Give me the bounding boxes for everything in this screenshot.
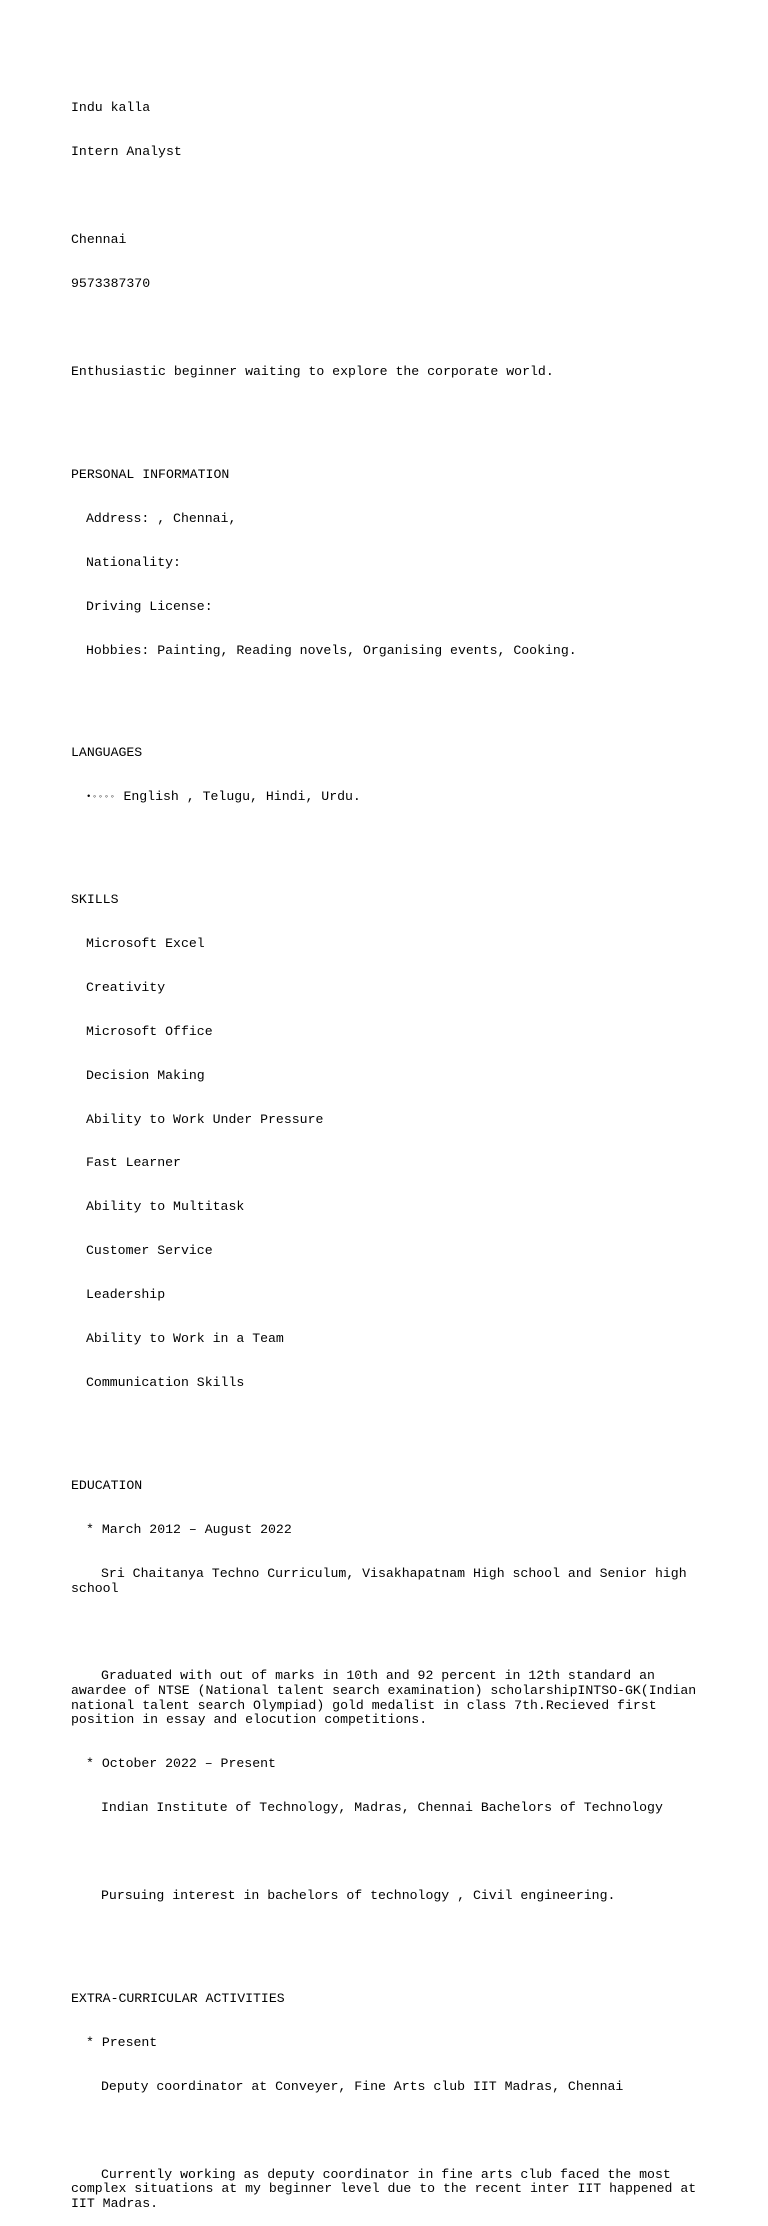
activity-description: Currently working as deputy coordinator in fine arts club faced the most complex situations at my beginner level due to the recent inter IIT happened at IIT Madras.	[71, 2166, 705, 2211]
spacer	[71, 1933, 711, 1948]
activity-role: Deputy coordinator at Conveyer, Fine Arts club IIT Madras, Chennai	[101, 2078, 624, 2094]
education-description: Pursuing interest in bachelors of technology , Civil engineering.	[101, 1888, 616, 1904]
skill-item: Microsoft Excel	[86, 935, 205, 951]
candidate-phone: 9573387370	[71, 276, 151, 292]
rating-dots-icon: •◦◦◦◦	[86, 792, 116, 803]
personal-driving-license: Driving License:	[86, 598, 213, 614]
summary-text: Enthusiastic beginner waiting to explore the corporate world.	[71, 364, 554, 380]
spacer	[71, 834, 711, 849]
resume-document	[71, 72, 711, 2226]
skills-heading: SKILLS	[71, 891, 119, 907]
spacer	[71, 688, 711, 703]
spacer	[71, 321, 711, 336]
candidate-city: Chennai	[71, 232, 127, 248]
education-institution: Sri Chaitanya Techno Curriculum, Visakhapatnam High school and Senior high school	[71, 1565, 695, 1596]
skill-item: Creativity	[86, 979, 166, 995]
spacer	[71, 409, 711, 424]
skill-item: Ability to Work Under Pressure	[86, 1111, 324, 1127]
skill-item: Fast Learner	[86, 1155, 181, 1171]
skill-item: Communication Skills	[86, 1375, 245, 1391]
skill-item: Microsoft Office	[86, 1023, 213, 1039]
spacer	[71, 1625, 711, 1640]
education-dates: * March 2012 – August 2022	[86, 1521, 292, 1537]
spacer	[71, 1420, 711, 1435]
skill-item: Ability to Work in a Team	[86, 1331, 284, 1347]
skill-item: Ability to Multitask	[86, 1199, 245, 1215]
candidate-title: Intern Analyst	[71, 144, 182, 160]
skill-item: Customer Service	[86, 1243, 213, 1259]
education-heading: EDUCATION	[71, 1477, 143, 1493]
languages-row	[71, 790, 711, 805]
languages-heading: LANGUAGES	[71, 745, 143, 761]
education-dates: * October 2022 – Present	[86, 1756, 276, 1772]
personal-address: Address: , Chennai,	[86, 510, 237, 526]
personal-heading: PERSONAL INFORMATION	[71, 466, 230, 482]
activities-heading: EXTRA-CURRICULAR ACTIVITIES	[71, 1990, 285, 2006]
education-description: Graduated with out of marks in 10th and 92 percent in 12th standard an awardee of NTSE (National talent search examination) scholarshipINTSO-GK(Indian national talent search Olympiad) gold medalist in class 7th.Recieved first position in essay and elocution competitions.	[71, 1668, 705, 1728]
skill-item: Leadership	[86, 1287, 166, 1303]
personal-nationality: Nationality:	[86, 554, 181, 570]
skill-item: Decision Making	[86, 1067, 205, 1083]
spacer	[71, 189, 711, 204]
personal-hobbies: Hobbies: Painting, Reading novels, Organising events, Cooking.	[86, 642, 577, 658]
activity-dates: * Present	[86, 2034, 158, 2050]
languages-list: English , Telugu, Hindi, Urdu.	[123, 789, 361, 805]
education-institution: Indian Institute of Technology, Madras, Chennai Bachelors of Technology	[101, 1800, 663, 1816]
spacer	[71, 2124, 711, 2139]
spacer	[71, 1845, 711, 1860]
candidate-name: Indu kalla	[71, 100, 151, 116]
